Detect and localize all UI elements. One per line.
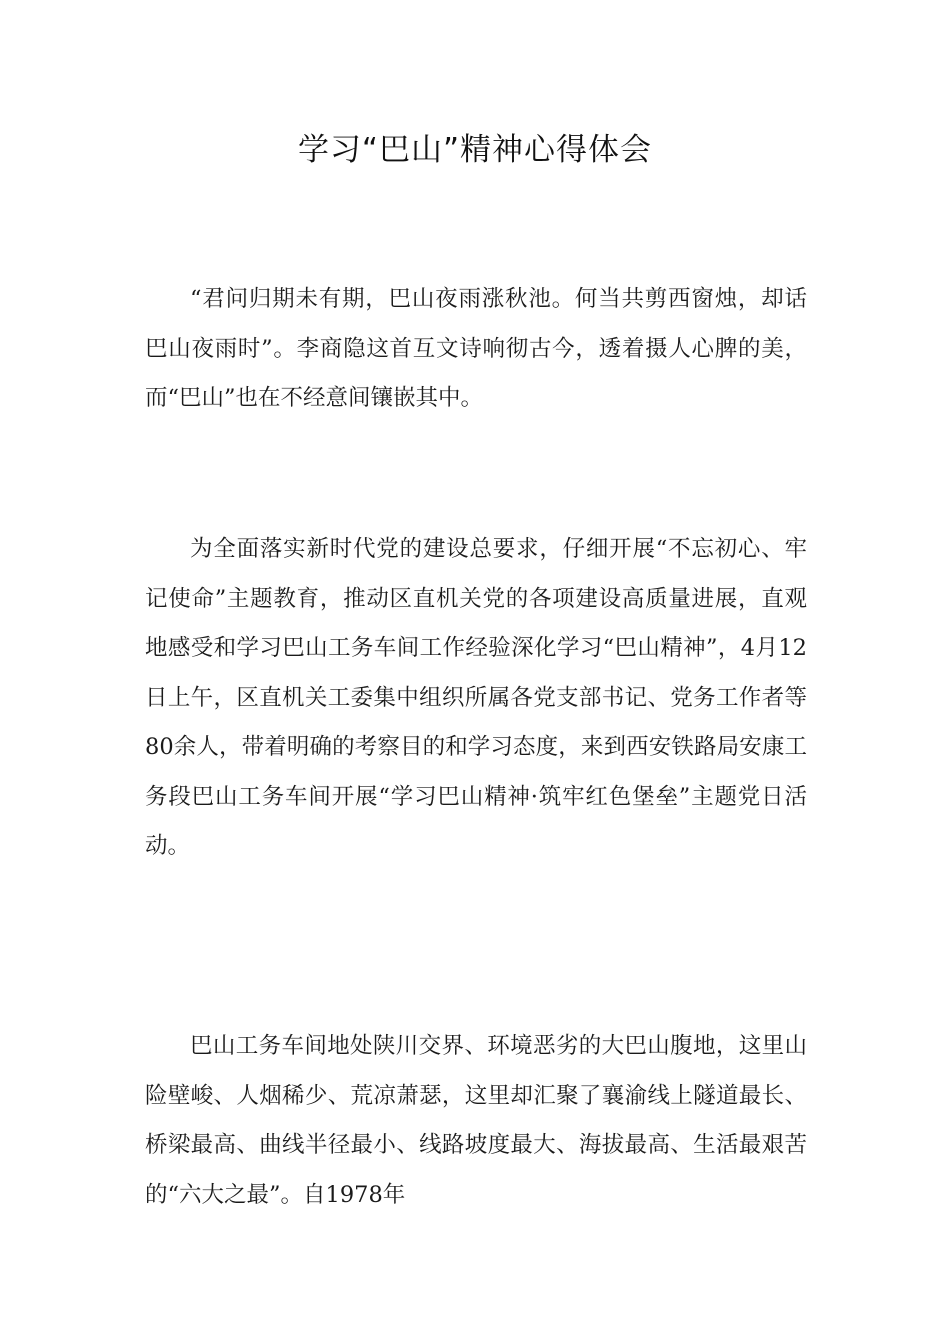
paragraph-2: 为全面落实新时代党的建设总要求，仔细开展“不忘初心、牢记使命”主题教育，推动区直机关党的各项建设高质量进展，直观地感受和学习巴山工务车间工作经验深化学习“巴山精神”，4月12日上午，区直机关工委集中组织所属各党支部书记、党务工作者等80余人，带着明确的考察目的和学习态度，来到西安铁路局安康工务段巴山工务车间开展“学习巴山精神·筑牢红色堡垒”主题党日活动。	[145, 536, 807, 859]
paragraph-3: 巴山工务车间地处陕川交界、环境恶劣的大巴山腹地，这里山险壁峻、人烟稀少、荒凉萧瑟，这里却汇聚了襄渝线上隧道最长、桥梁最高、曲线半径最小、线路坡度最大、海拔最高、生活最艰苦的“六大之最”。自1978年	[145, 1033, 807, 1208]
paragraph-1: “君问归期未有期，巴山夜雨涨秋池。何当共剪西窗烛，却话巴山夜雨时”。李商隐这首互文诗响彻古今，透着摄人心脾的美，而“巴山”也在不经意间镶嵌其中。	[145, 286, 807, 411]
document-title: 学习“巴山”精神心得体会	[297, 132, 653, 168]
